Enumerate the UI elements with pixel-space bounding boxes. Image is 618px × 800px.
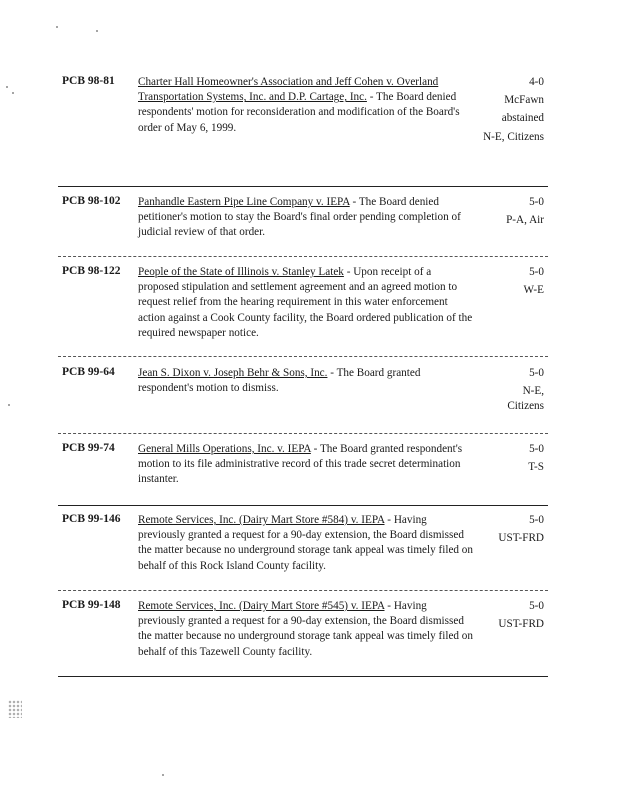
- case-number: PCB 99-148: [62, 599, 121, 611]
- divider: [58, 356, 548, 357]
- case-title: Panhandle Eastern Pipe Line Company v. IEPA: [138, 196, 350, 208]
- case-number: PCB 98-102: [62, 195, 121, 207]
- case-text: - The Board granted respondent's motion to dismiss.: [138, 367, 421, 395]
- case-text: - Having previously granted a request for a 90-day extension, the Board dismissed the matter because no underground storage tank appeal was timely filed on behalf of this Tazewell County facility.: [138, 600, 473, 658]
- case-description: [138, 513, 474, 574]
- case-description: [138, 75, 474, 136]
- vote-count: 5-0: [529, 514, 544, 526]
- divider: [58, 433, 548, 434]
- case-text: - Upon receipt of a proposed stipulation and settlement agreement and an agreed motion to request relief from the hearing requirement in this water enforcement action against a Cook County facility, the Board ordered publication of the required newspaper notice.: [138, 266, 473, 339]
- scan-speck: [8, 404, 10, 406]
- divider: [58, 676, 548, 677]
- case-description: [138, 195, 474, 241]
- scan-speck: [96, 30, 98, 32]
- case-category: UST-FRD: [498, 532, 544, 545]
- case-number: PCB 98-122: [62, 265, 121, 277]
- case-title: Charter Hall Homeowner's Association and Jeff Cohen v. Overland Transportation Systems, Inc. and D.P. Cartage, Inc.: [138, 76, 439, 104]
- case-category: UST-FRD: [498, 618, 544, 631]
- case-text: - The Board denied petitioner's motion to stay the Board's final order pending completion of judicial review of that order.: [138, 196, 461, 239]
- case-description: [138, 265, 474, 341]
- vote-count: 5-0: [529, 266, 544, 278]
- case-category: T-S: [528, 461, 544, 474]
- vote-info: [474, 195, 544, 230]
- scan-speck: [56, 26, 58, 28]
- divider: [58, 590, 548, 591]
- vote-count: 5-0: [529, 367, 544, 379]
- vote-count: 5-0: [529, 443, 544, 455]
- vote-count: 5-0: [529, 600, 544, 612]
- case-title: Remote Services, Inc. (Dairy Mart Store #584) v. IEPA: [138, 514, 385, 526]
- divider: [58, 186, 548, 187]
- case-description: [138, 442, 474, 488]
- case-text: - The Board denied respondents' motion for reconsideration and modification of the Board's order of May 6, 1999.: [138, 91, 460, 134]
- divider: [58, 256, 548, 257]
- case-title: People of the State of Illinois v. Stanley Latek: [138, 266, 344, 278]
- case-category: W-E: [523, 284, 544, 297]
- vote-info: [474, 366, 544, 417]
- vote-info: [474, 75, 544, 147]
- scan-speck: [6, 86, 8, 88]
- case-category: P-A, Air: [506, 214, 544, 227]
- vote-note: abstained: [501, 112, 544, 125]
- case-description: [138, 599, 474, 660]
- vote-info: [474, 265, 544, 300]
- case-title: Jean S. Dixon v. Joseph Behr & Sons, Inc.: [138, 367, 328, 379]
- case-number: PCB 99-146: [62, 513, 121, 525]
- case-category: N-E, Citizens: [507, 385, 544, 413]
- vote-info: [474, 599, 544, 634]
- scan-speck: [12, 92, 14, 94]
- divider: [58, 505, 548, 506]
- vote-count: 5-0: [529, 196, 544, 208]
- case-text: - Having previously granted a request for a 90-day extension, the Board dismissed the matter because no underground storage tank appeal was timely filed on behalf of this Rock Island County facility.: [138, 514, 473, 572]
- case-number: PCB 98-81: [62, 75, 115, 87]
- case-title: Remote Services, Inc. (Dairy Mart Store #545) v. IEPA: [138, 600, 385, 612]
- vote-info: [474, 513, 544, 548]
- case-text: - The Board granted respondent's motion to its file administrative record of this trade secret determination instanter.: [138, 443, 463, 486]
- scan-mark: [8, 700, 22, 718]
- case-number: PCB 99-74: [62, 442, 115, 454]
- case-category: N-E, Citizens: [483, 130, 544, 143]
- case-description: [138, 366, 474, 396]
- vote-note: McFawn: [504, 94, 544, 107]
- scan-speck: [162, 774, 164, 776]
- case-title: General Mills Operations, Inc. v. IEPA: [138, 443, 311, 455]
- vote-info: [474, 442, 544, 477]
- case-number: PCB 99-64: [62, 366, 115, 378]
- vote-count: 4-0: [529, 76, 544, 88]
